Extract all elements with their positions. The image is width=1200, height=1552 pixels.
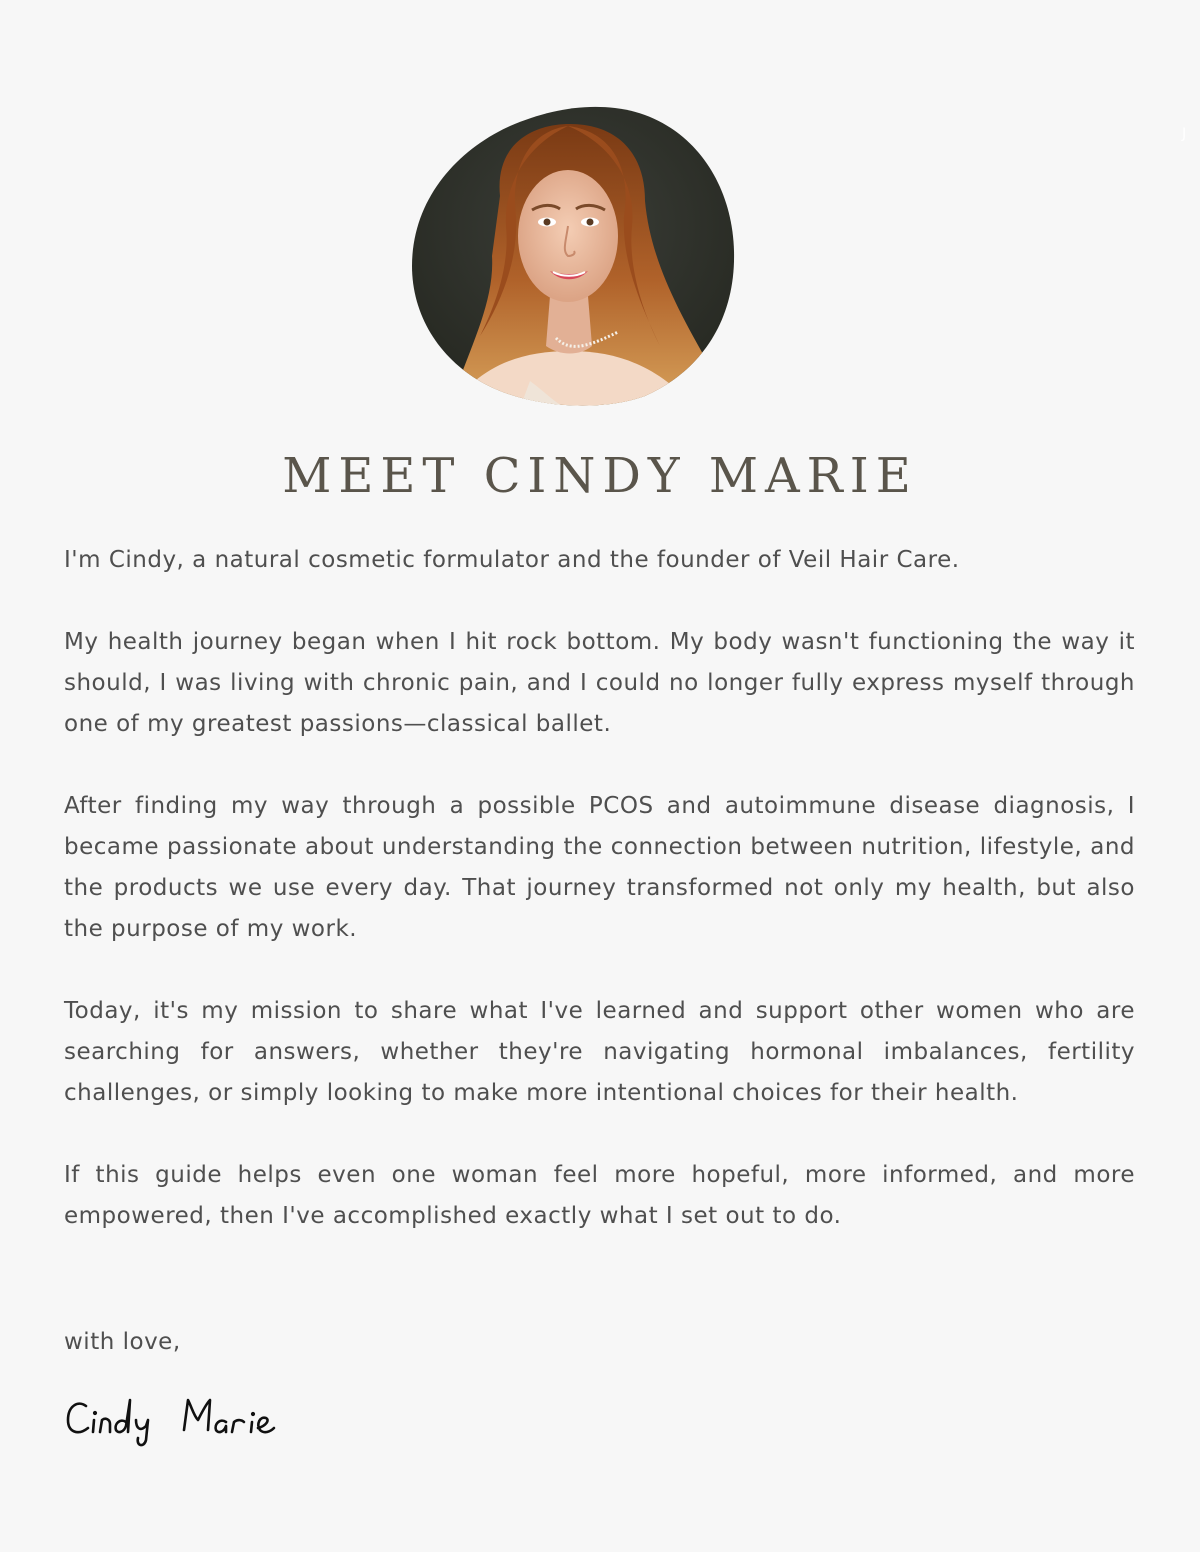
corner-mark: J xyxy=(1182,126,1187,142)
paragraph-health-journey: My health journey began when I hit rock bottom. My body wasn't functioning the way it should, I was living with chronic pain, and I could no longer fully express myself through one of my greatest passions—classical ballet. xyxy=(64,629,1135,737)
handwritten-signature xyxy=(60,1390,320,1450)
paragraph-mission: Today, it's my mission to share what I've learned and support other women who are searching for answers, whether they're navigating hormonal imbalances, fertility challenges, or simply looking to make more intentional choices for their health. xyxy=(64,998,1135,1106)
portrait-photo xyxy=(410,106,736,408)
paragraph-hope: If this guide helps even one woman feel more hopeful, more informed, and more empowered, then I've accomplished exactly what I set out to do. xyxy=(64,1162,1135,1229)
paragraph-diagnosis: After finding my way through a possible PCOS and autoimmune disease diagnosis, I became passionate about understanding the connection between nutrition, lifestyle, and the products we use every day. That journey transformed not only my health, but also the purpose of my work. xyxy=(64,793,1135,942)
intro-letter xyxy=(64,540,1135,1278)
page-title: MEET CINDY MARIE xyxy=(282,448,918,504)
paragraph-intro: I'm Cindy, a natural cosmetic formulator and the founder of Veil Hair Care. xyxy=(64,547,960,573)
closing-line: with love, xyxy=(64,1329,181,1355)
